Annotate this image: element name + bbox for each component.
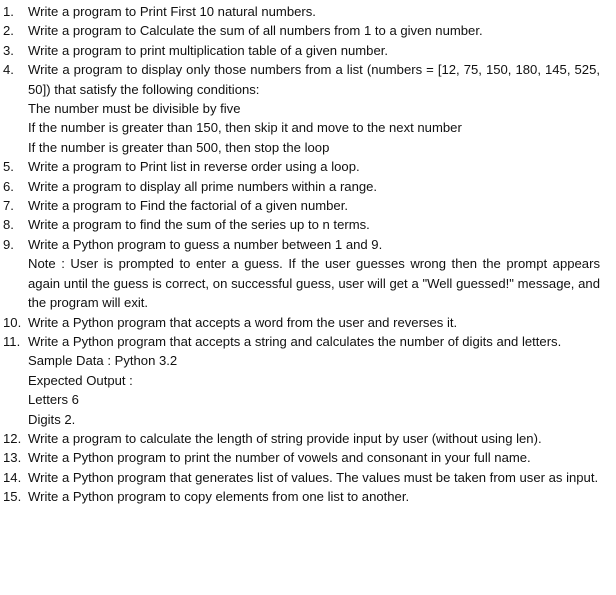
question-number: 11.	[3, 333, 21, 349]
question-list	[0, 2, 600, 507]
question-number: 14.	[3, 469, 22, 485]
question-number: 10.	[3, 314, 22, 330]
question-text: Write a program to Print list in reverse order using a loop.	[28, 159, 360, 175]
question-number: 8.	[3, 217, 14, 233]
question-item	[0, 157, 600, 176]
question-number: 15.	[3, 489, 22, 505]
question-text: Write a program to calculate the length of string provide input by user (without using len).	[28, 430, 542, 446]
question-item	[0, 332, 600, 429]
question-number: 13.	[3, 450, 22, 466]
question-item	[0, 60, 600, 157]
question-sub-line: Sample Data : Python 3.2	[28, 353, 178, 369]
question-text: Write a program to display only those numbers from a list (numbers = [12, 75, 150, 180, 145, 525, 50]) that satisfy the following conditions:	[28, 62, 600, 97]
question-text: Write a program to display all prime numbers within a range.	[28, 178, 378, 194]
question-number: 4.	[3, 62, 14, 78]
question-number: 7.	[3, 198, 14, 214]
question-item	[0, 21, 600, 40]
question-item	[0, 468, 600, 487]
question-item	[0, 448, 600, 467]
question-text: Write a program to Print First 10 natural numbers.	[28, 4, 316, 19]
question-item	[0, 196, 600, 215]
question-text: Write a program to Calculate the sum of all numbers from 1 to a given number.	[28, 23, 483, 39]
question-number: 12.	[3, 430, 22, 446]
question-item	[0, 235, 600, 254]
question-text: Write a Python program to print the number of vowels and consonant in your full name.	[28, 450, 531, 466]
question-sub-line: Expected Output :	[28, 372, 133, 388]
question-text: Write a program to print multiplication table of a given number.	[28, 42, 389, 58]
question-text: Write a program to Find the factorial of a given number.	[28, 198, 348, 214]
question-text: Write a program to find the sum of the series up to n terms.	[28, 217, 370, 233]
question-number: 5.	[3, 159, 14, 175]
question-text: Write a Python program to guess a number between 1 and 9.	[28, 236, 383, 252]
question-item	[0, 177, 600, 196]
question-text: Write a Python program to copy elements from one list to another.	[28, 489, 410, 505]
question-number: 3.	[3, 42, 14, 58]
question-item	[0, 41, 600, 60]
question-item	[0, 2, 600, 21]
question-item	[0, 429, 600, 448]
question-item	[0, 487, 600, 506]
question-text: Write a Python program that generates list of values. The values must be taken from user as input.	[28, 469, 599, 485]
question-item	[0, 215, 600, 234]
question-number: 9.	[3, 236, 14, 252]
question-number: 1.	[3, 4, 14, 19]
question-sub-line: Letters 6	[28, 392, 79, 408]
question-number: 6.	[3, 178, 14, 194]
document-page	[0, 2, 600, 507]
question-item	[0, 254, 600, 312]
question-sub-line: If the number is greater than 150, then skip it and move to the next number	[28, 120, 462, 136]
question-sub-line: If the number is greater than 500, then stop the loop	[28, 139, 330, 155]
question-text: Note : User is prompted to enter a guess. If the user guesses wrong then the prompt appears again until the guess is correct, on successful guess, user will get a "Well guessed!" message, and the program will exit.	[28, 256, 600, 311]
question-text: Write a Python program that accepts a string and calculates the number of digits and letters.	[28, 333, 562, 349]
question-text: Write a Python program that accepts a word from the user and reverses it.	[28, 314, 458, 330]
question-number: 2.	[3, 23, 14, 39]
question-item	[0, 313, 600, 332]
question-sub-line: The number must be divisible by five	[28, 101, 241, 117]
question-sub-line: Digits 2.	[28, 411, 76, 427]
